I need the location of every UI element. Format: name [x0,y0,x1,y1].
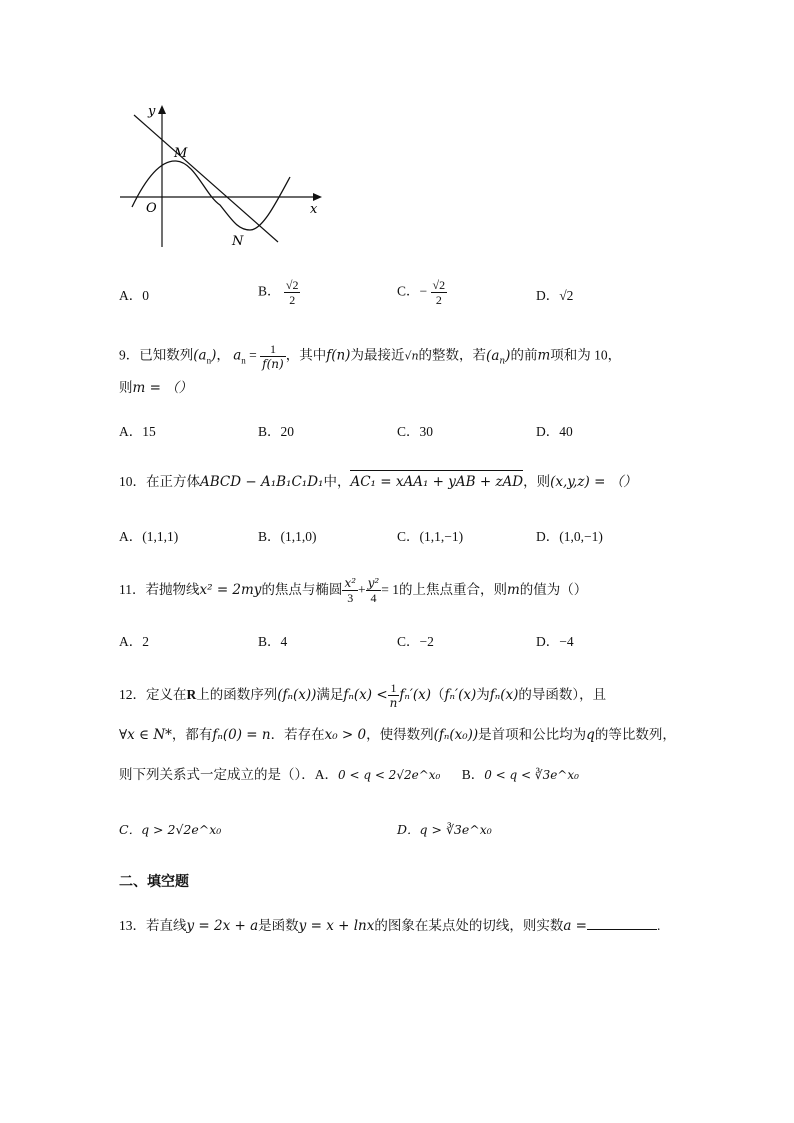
label-x: x [310,202,318,217]
line-mn [134,115,278,242]
q8-option-c-fraction: $\frac{√2}{2}$ [432,278,446,307]
q11-option-c: C．−2 [397,634,434,649]
q10-option-c: C．(1,1,−1) [397,529,464,544]
q13-stem: 13．若直线y = 2x + a是函数y = x + lnx的图象在某点处的切线，则实数a = . [119,915,660,936]
q11-option-a: A．2 [119,634,149,649]
q12-option-c: C．q > 2√2e^x₀ [119,822,222,837]
label-y: y [148,104,156,119]
label-o: O [146,201,157,216]
q11-option-d: D．−4 [536,634,574,649]
q10-option-a: A．(1,1,1) [119,529,179,544]
q12-line-1: 12．定义在R上的函数序列(fₙ(x))满足fₙ(x) < $\frac{1}{n}$ fₙ′(x)（fₙ′(x)为fₙ(x)的导函数），且 [119,681,607,711]
y-axis-arrow [158,105,166,114]
q12-line-3: 则下列关系式一定成立的是（）．A．0 < q < 2√2e^x₀ B．0 < q < ∛3e^x₀ [119,767,579,782]
q11-stem: 11．若抛物线x² = 2my的焦点与椭圆 $\frac{\text{x²}}{3}$ + $\frac{\text{y²}}{4}$ = 1的上焦点重合，则m的值为（） [119,576,588,606]
q11-fraction-x: $\frac{\text{x²}}{3}$ [344,576,357,606]
q8-option-b-fraction: $\frac{√2}{2}$ [285,278,299,307]
x-axis-arrow [313,193,322,201]
q11-option-b: B．4 [258,634,288,649]
q10-option-d: D．(1,0,−1) [536,529,603,544]
q10-option-b: B．(1,1,0) [258,529,317,544]
q8-option-c: C．− $\frac{√2}{2}$ [397,278,446,307]
q9-line-1: 9．已知数列$(a_n)$， $a_n$ = $\frac{1}{f(n)}$ ，其中f(n)为最接近√n的整数，若$(a_n)$的前m项和为 10， [119,342,622,371]
q8-option-a: A．0 [119,288,149,303]
q9-option-a: A．15 [119,424,156,439]
label-m: M [174,146,188,161]
label-n: N [232,234,244,249]
q9-line-2: 则m = （） [119,380,193,396]
q8-option-d: D．√2 [536,288,574,303]
q13-answer-blank[interactable] [587,915,657,930]
section-heading-fill-in: 二、填空题 [119,875,189,890]
q12-fraction: $\frac{1}{n}$ [389,681,398,711]
sine-curve [132,161,290,230]
q9-option-b: B．20 [258,424,295,439]
q12-line-2: ∀x ∈ N*，都有fₙ(0) = n．若存在x₀ > 0，使得数列(fₙ(x₀))是首项和公比均为q的等比数列， [119,727,676,743]
q11-fraction-y: $\frac{\text{y²}}{4}$ [367,576,380,606]
q9-option-c: C．30 [397,424,434,439]
q9-option-d: D．40 [536,424,573,439]
q8-option-b: B． $\frac{√2}{2}$ [258,278,299,307]
q10-stem: 10．在正方体ABCD − A₁B₁C₁D₁中，AC₁ = xAA₁ + yAB + zAD，则(x,y,z) = （） [119,474,637,490]
q9-fraction: $\frac{1}{f(n)}$ [262,342,284,371]
function-graph [110,95,340,255]
q12-option-d: D．q > ∛3e^x₀ [397,822,492,837]
